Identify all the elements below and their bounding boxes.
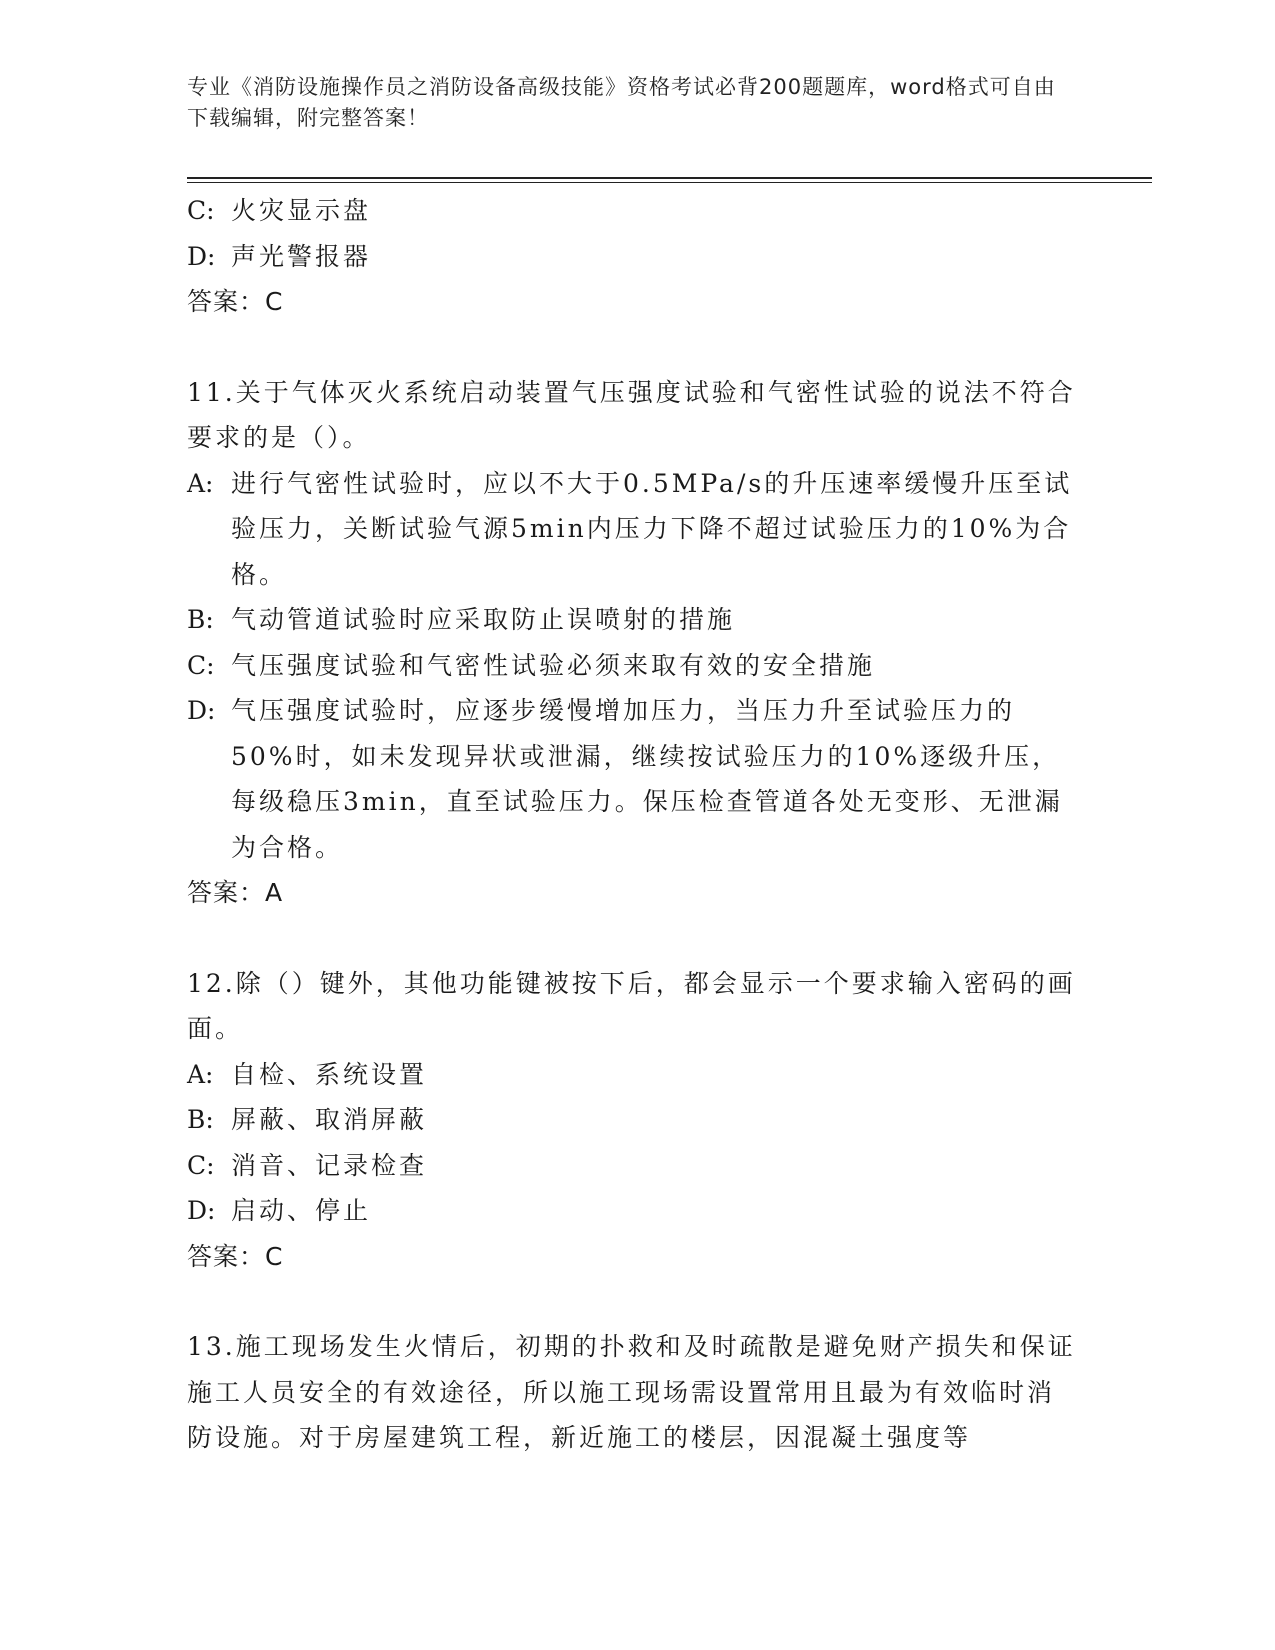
header-divider-thick [187,177,1152,179]
option-a [187,1052,1077,1098]
spacer [187,916,1077,961]
question-stem: 13.施工现场发生火情后，初期的扑救和及时疏散是避免财产损失和保证施工人员安全的有效途径，所以施工现场需设置常用且最为有效临时消防设施。对于房屋建筑工程，新近施工的楼层，因混凝土强度等 [187,1332,1076,1452]
option-d [187,1188,1077,1234]
option-letter: A: [187,468,214,498]
page-header: 专业《消防设施操作员之消防设备高级技能》资格考试必背200题题库，word格式可自由下载编辑，附完整答案！ [187,75,1056,130]
option-a [187,461,1077,598]
question-13 [187,1324,1077,1461]
question-stem: 12.除（）键外，其他功能键被按下后，都会显示一个要求输入密码的画面。 [187,968,1076,1043]
option-text: 气压强度试验时，应逐步缓慢增加压力，当压力升至试验压力的50%时，如未发现异状或泄漏，继续按试验压力的10%逐级升压，每级稳压3min，直至试验压力。保压检查管道各处无变形、无泄漏为合格。 [231,696,1063,862]
option-letter: B: [187,1105,214,1134]
option-text: 进行气密性试验时，应以不大于0.5MPa/s的升压速率缓慢升压至试验压力，关断试验气源5min内压力下降不超过试验压力的10%为合格。 [231,468,1073,589]
option-text: 启动、停止 [231,1196,372,1225]
option-letter: C: [187,1150,215,1180]
answer-line: 答案：A [187,878,284,907]
option-text: 屏蔽、取消屏蔽 [231,1105,428,1134]
option-text: 消音、记录检查 [231,1150,428,1180]
option-b [187,1097,1077,1143]
option-b [187,597,1077,643]
option-c [187,1143,1077,1189]
answer-line: 答案：C [187,287,284,316]
spacer [187,1279,1077,1324]
option-letter: A: [187,1059,214,1089]
option-letter: C: [187,196,215,225]
option-letter: B: [187,605,214,634]
spacer [187,325,1077,370]
option-d [187,234,1077,280]
prev-question-block [187,188,1077,325]
option-letter: D: [187,696,216,725]
option-letter: D: [187,1196,216,1225]
option-text: 气压强度试验和气密性试验必须来取有效的安全措施 [231,650,876,680]
option-c [187,643,1077,689]
option-text: 火灾显示盘 [231,196,372,225]
option-text: 自检、系统设置 [231,1059,428,1089]
answer-line: 答案：C [187,1241,284,1271]
option-letter: C: [187,650,215,680]
question-12 [187,961,1077,1280]
option-c [187,188,1077,234]
question-11 [187,370,1077,916]
option-letter: D: [187,241,216,271]
header-divider-thin [187,182,1152,183]
option-d [187,688,1077,870]
option-text: 声光警报器 [231,241,372,271]
question-content [187,188,1077,1461]
question-stem: 11.关于气体灭火系统启动装置气压强度试验和气密性试验的说法不符合要求的是（）。 [187,377,1076,452]
option-text: 气动管道试验时应采取防止误喷射的措施 [231,605,736,634]
